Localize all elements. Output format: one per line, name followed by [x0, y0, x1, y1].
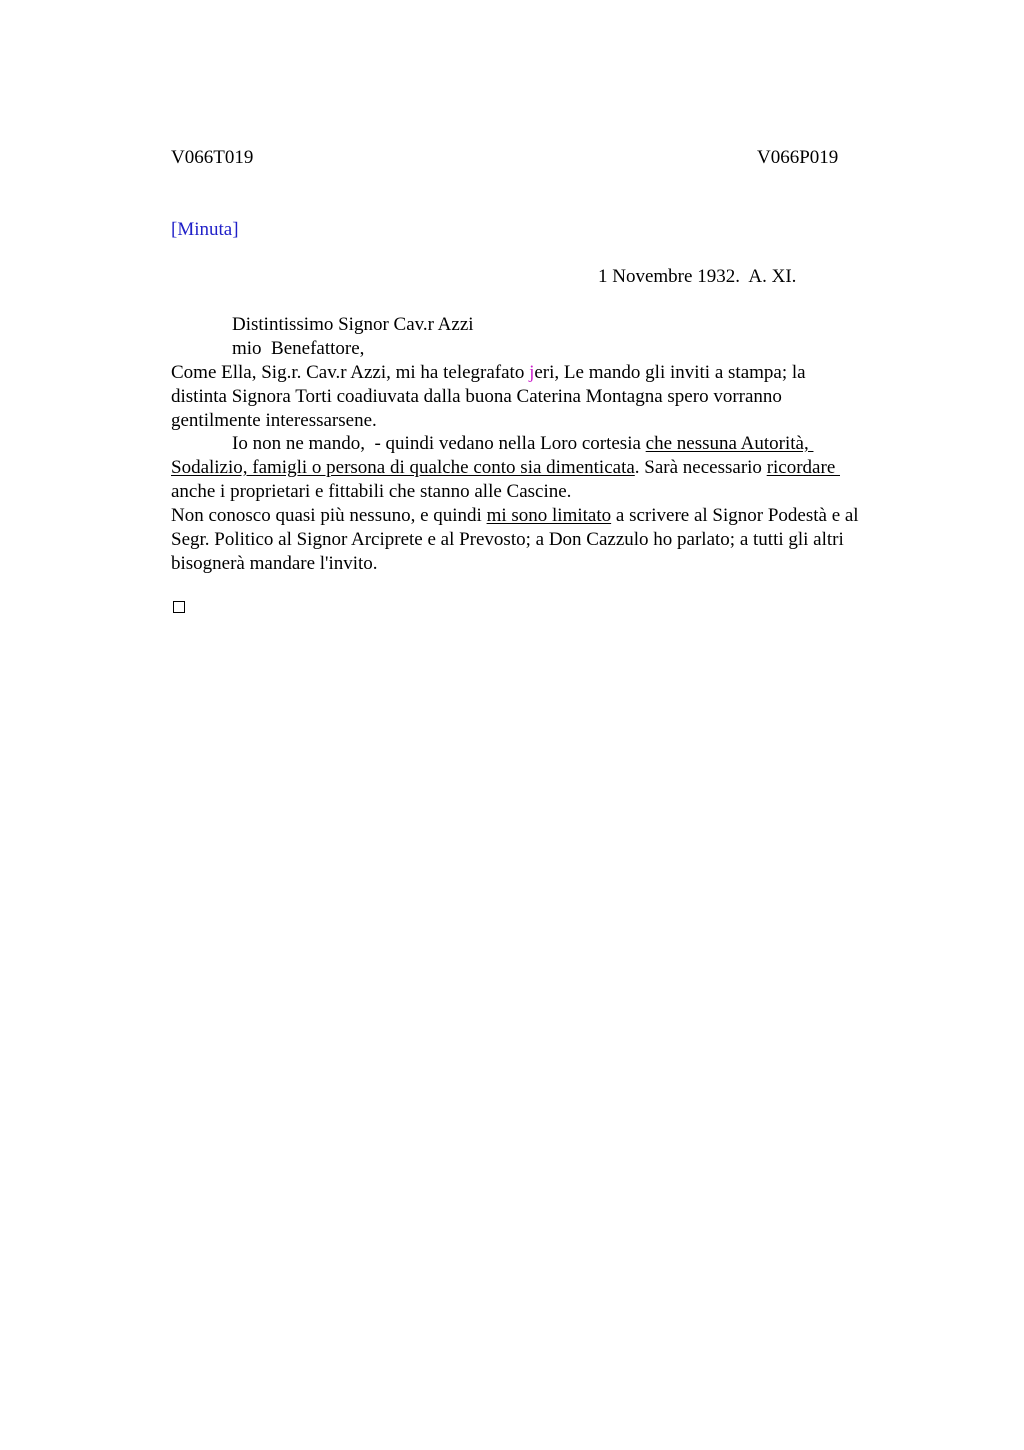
body-text: . Sarà necessario — [634, 457, 767, 478]
body-line: distinta Signora Torti coadiuvata dalla buona Caterina Montagna spero vorranno — [171, 386, 782, 407]
underlined-text: Sodalizio, famigli o persona di qualche conto sia dimenticata — [171, 457, 635, 478]
body-text: a scrivere al Signor Podestà e al — [611, 505, 859, 526]
underlined-text: ricordare — [766, 457, 840, 478]
body-line — [171, 456, 840, 480]
document-ref-right: V066P019 — [757, 147, 839, 168]
checkbox-icon — [173, 601, 185, 613]
body-line — [232, 432, 813, 456]
underlined-text: mi sono limitato — [486, 505, 612, 526]
minuta-note: [Minuta] — [171, 219, 239, 240]
document-ref-left: V066T019 — [171, 147, 254, 168]
body-line — [171, 504, 859, 528]
body-text: eri, Le mando gli inviti a stampa; la — [534, 362, 806, 383]
body-line: bisognerà mandare l'invito. — [171, 553, 378, 574]
body-text: Come Ella, Sig.r. Cav.r Azzi, mi ha telegrafato — [171, 362, 530, 383]
body-line: gentilmente interessarsene. — [171, 410, 377, 431]
body-text: Non conosco quasi più nessuno, e quindi — [171, 505, 487, 526]
underlined-text: che nessuna Autorità, — [645, 433, 814, 454]
body-line — [171, 361, 806, 385]
highlighted-letter: j — [529, 362, 535, 383]
salutation-line-1: Distintissimo Signor Cav.r Azzi — [232, 314, 474, 335]
body-line: anche i proprietari e fittabili che stanno alle Cascine. — [171, 481, 572, 502]
letter-date: 1 Novembre 1932. A. XI. — [598, 266, 797, 287]
salutation-line-2: mio Benefattore, — [232, 338, 365, 359]
body-line: Segr. Politico al Signor Arciprete e al Prevosto; a Don Cazzulo ho parlato; a tutti gli altri — [171, 529, 844, 550]
body-text: Io non ne mando, - quindi vedano nella Loro cortesia — [232, 433, 646, 454]
